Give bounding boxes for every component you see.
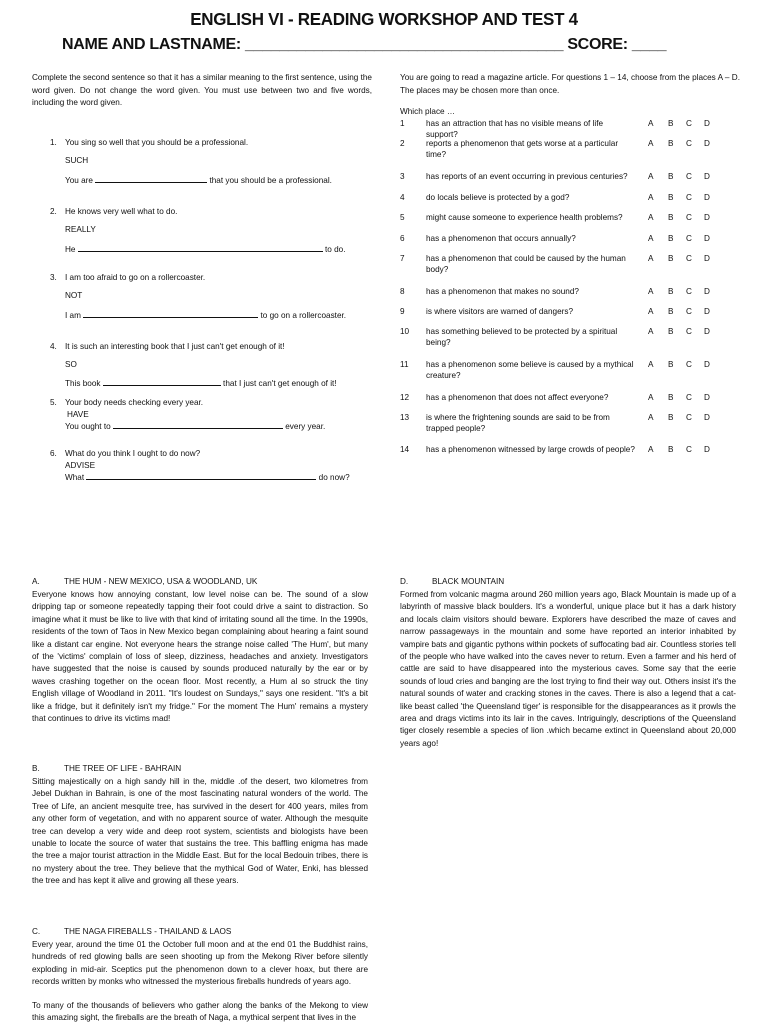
question-text: has reports of an event occurring in previous centuries? xyxy=(426,172,628,181)
section-d-body: Formed from volcanic magma around 260 million years ago, Black Mountain is made up of a labyrinth of massive black boulders. It's a wonderful, unique place but it has a dark history and locals claim visitors should beware. Explorers have described the maze of caves and narrow passageways in the mountain and some have reported an interior inhabited by vampire bats and gigantic pythons within pockets of suffocating bad air. Countless stories tell of the people who have walked into the caves never to return. Even a farmer and his herd of cattle are said to have disappeared into the mysterious caves. Some say that the eerie sounds of loud cries and banging are the lost trying to find their way out. Others insist it's the natural sounds of water and cracking stones in the caves. There is also a legend that a cat-like beast called 'the Queensland tiger' is responsible for the disappearances as it prowls the area and drags victims into its lair in the caves. Intriguingly, descriptions of the Queensland tiger closely resemble a species of lion .which became extinct in Queensland about 20,000 years ago! xyxy=(400,590,736,748)
question-text: has a phenomenon that makes no sound? xyxy=(426,287,579,296)
option-b[interactable]: B xyxy=(668,119,674,128)
question-number: 2 xyxy=(400,139,405,148)
question-row xyxy=(400,306,720,326)
option-a[interactable]: A xyxy=(648,234,654,243)
option-a[interactable]: A xyxy=(648,139,654,148)
question-text: might cause someone to experience health problems? xyxy=(426,213,623,222)
option-a[interactable]: A xyxy=(648,327,654,336)
question-text: reports a phenomenon that gets worse at a particular time? xyxy=(426,139,619,159)
option-d[interactable]: D xyxy=(704,172,710,181)
option-c[interactable]: C xyxy=(686,307,692,316)
question-row xyxy=(400,212,720,232)
option-d[interactable]: D xyxy=(704,307,710,316)
question-number: 7 xyxy=(400,254,405,263)
question-number: 11 xyxy=(400,360,409,369)
answer-row xyxy=(65,378,337,389)
question-number: 8 xyxy=(400,287,405,296)
option-a[interactable]: A xyxy=(648,307,654,316)
option-d[interactable]: D xyxy=(704,139,710,148)
option-c[interactable]: C xyxy=(686,172,692,181)
section-b-letter: B. xyxy=(32,764,40,773)
keyword: REALLY xyxy=(65,225,96,234)
option-c[interactable]: C xyxy=(686,254,692,263)
answer-row xyxy=(65,244,346,255)
question-text: has a phenomenon witnessed by large crowds of people? xyxy=(426,445,635,454)
option-a[interactable]: A xyxy=(648,413,654,422)
question-row xyxy=(400,233,720,253)
question-number: 14 xyxy=(400,445,410,454)
option-c[interactable]: C xyxy=(686,287,692,296)
answer-row xyxy=(65,175,332,186)
keyword: ADVISE xyxy=(65,461,96,470)
question-text: is where the frightening sounds are said to be from trapped people? xyxy=(426,413,610,433)
reading-instructions: You are going to read a magazine article. For questions 1 – 14, choose from the places A – D. The places may be chosen more than once. xyxy=(400,73,740,95)
option-d[interactable]: D xyxy=(704,193,710,202)
answer-row xyxy=(65,472,350,483)
question-row xyxy=(400,118,720,138)
question-number: 10 xyxy=(400,327,410,336)
option-b[interactable]: B xyxy=(668,172,674,181)
option-a[interactable]: A xyxy=(648,254,654,263)
option-b[interactable]: B xyxy=(668,213,674,222)
option-b[interactable]: B xyxy=(668,254,674,263)
option-b[interactable]: B xyxy=(668,139,674,148)
option-a[interactable]: A xyxy=(648,287,654,296)
option-b[interactable]: B xyxy=(668,360,674,369)
option-b[interactable]: B xyxy=(668,193,674,202)
option-c[interactable]: C xyxy=(686,193,692,202)
question-text: has an attraction that has no visible means of life support? xyxy=(426,119,604,139)
option-b[interactable]: B xyxy=(668,287,674,296)
keyword: HAVE xyxy=(67,410,89,419)
original-sentence: You sing so well that you should be a professional. xyxy=(65,138,249,147)
answer-start: I am xyxy=(65,311,84,320)
option-d[interactable]: D xyxy=(704,327,710,336)
original-sentence: It is such an interesting book that I just can't get enough of it! xyxy=(65,342,285,351)
question-text: has a phenomenon that occurs annually? xyxy=(426,234,576,243)
option-d[interactable]: D xyxy=(704,445,710,454)
answer-end: every year. xyxy=(282,422,326,431)
option-d[interactable]: D xyxy=(704,234,710,243)
answer-end: that I just can't get enough of it! xyxy=(220,379,337,388)
option-c[interactable]: C xyxy=(686,213,692,222)
option-c[interactable]: C xyxy=(686,445,692,454)
question-text: has a phenomenon that does not affect everyone? xyxy=(426,393,609,402)
section-c-letter: C. xyxy=(32,927,41,936)
question-row xyxy=(400,192,720,212)
question-text: do locals believe is protected by a god? xyxy=(426,193,570,202)
option-b[interactable]: B xyxy=(668,327,674,336)
section-a-title: THE HUM - NEW MEXICO, USA & WOODLAND, UK xyxy=(64,577,258,586)
answer-start: He xyxy=(65,245,78,254)
option-c[interactable]: C xyxy=(686,413,692,422)
answer-row xyxy=(65,310,346,321)
answer-blank[interactable] xyxy=(86,472,316,480)
question-number: 5 xyxy=(400,213,405,222)
answer-blank[interactable] xyxy=(95,175,207,183)
option-d[interactable]: D xyxy=(704,254,710,263)
option-d[interactable]: D xyxy=(704,413,710,422)
original-sentence: He knows very well what to do. xyxy=(65,207,178,216)
option-d[interactable]: D xyxy=(704,213,710,222)
option-c[interactable]: C xyxy=(686,360,692,369)
keyword: SO xyxy=(65,360,77,369)
option-c[interactable]: C xyxy=(686,119,692,128)
item-number: 3. xyxy=(50,273,57,282)
option-d[interactable]: D xyxy=(704,393,710,402)
item-number: 1. xyxy=(50,138,57,147)
question-row xyxy=(400,171,720,191)
answer-blank[interactable] xyxy=(103,378,221,386)
option-d[interactable]: D xyxy=(704,360,710,369)
section-b-title: THE TREE OF LIFE - BAHRAIN xyxy=(64,764,182,773)
answer-start: You are xyxy=(65,176,96,185)
option-a[interactable]: A xyxy=(648,360,654,369)
original-sentence: I am too afraid to go on a rollercoaster. xyxy=(65,273,206,282)
option-b[interactable]: B xyxy=(668,413,674,422)
question-row xyxy=(400,286,720,306)
option-a[interactable]: A xyxy=(648,172,654,181)
option-d[interactable]: D xyxy=(704,287,710,296)
keyword: NOT xyxy=(65,291,83,300)
question-row xyxy=(400,392,720,412)
answer-end: that you should be a professional. xyxy=(207,176,332,185)
option-a[interactable]: A xyxy=(648,393,654,402)
which-place-label: Which place … xyxy=(400,107,456,116)
option-a[interactable]: A xyxy=(648,213,654,222)
question-text: has a phenomenon some believe is caused by a mythical creature? xyxy=(426,360,634,380)
question-row xyxy=(400,326,720,346)
question-row xyxy=(400,359,720,379)
original-sentence: Your body needs checking every year. xyxy=(65,398,204,407)
section-b-body: Sitting majestically on a high sandy hill in the, middle .of the desert, two kilometres from Jebel Dukhan in Bahrain, is one of the most fascinating natural wonders of the world. The Tree of Life, an ancient mesquite tree, has survived in the desert for 400 years, miles from any other form of vegetation, and with no apparent source of water. Although the mesquite tree can develop a very wide and deep root system, scientists and biologists have been unable to locate the source of water that sustains the tree. This baffling enigma has made the tree a major tourist attraction in the Middle East. But for the local Bedouin tribes, there is no mystery about the tree. They believe that the mythical God of Water, Enki, has blessed the tree and has kept it alive and growing all these years. xyxy=(32,777,368,886)
section-c-body-continued: To many of the thousands of believers who gather along the banks of the Mekong to view this amazing sight, the fireballs are the breath of Naga, a mythical serpent that lives in the xyxy=(32,1001,368,1023)
answer-end: to go on a rollercoaster. xyxy=(258,311,347,320)
answer-end: to do. xyxy=(322,245,346,254)
question-number: 1 xyxy=(400,119,405,128)
answer-start: You ought to xyxy=(65,422,113,431)
option-b[interactable]: B xyxy=(668,445,674,454)
answer-start: This book xyxy=(65,379,103,388)
question-row xyxy=(400,444,720,464)
option-a[interactable]: A xyxy=(648,119,654,128)
item-number: 4. xyxy=(50,342,57,351)
name-score-line: NAME AND LASTNAME: _____________________________________ SCORE: ____ xyxy=(62,36,667,53)
item-number: 6. xyxy=(50,449,57,458)
section-a-letter: A. xyxy=(32,577,40,586)
option-c[interactable]: C xyxy=(686,393,692,402)
transformation-instructions: Complete the second sentence so that it has a similar meaning to the first sentence, using the word given. Do not change the word given. You must use between two and five words, including the word given. xyxy=(32,73,372,107)
section-d-title: BLACK MOUNTAIN xyxy=(432,577,505,586)
section-a-body: Everyone knows how annoying constant, low level noise can be. The sound of a slow dripping tap or someone repeatedly tapping their foot could drive a saint to distraction. So imagine what it must be like to live with that kind of irritating sound all the time. In the 1990s, residents of the town of Taos in New Mexico began complaining about hearing a faint sound like a distant car engine. Not everyone hears the strange noise called 'The Hum', but many of the 'victims' complain of loss of sleep, dizziness, headaches and anxiety. Investigators have suggested that the noise is caused by sounds produced naturally by the ear or by waves crashing together on the ocean floor. Most recently, a Hum al so struck the tiny English village of Woodland in 2011. "It's loudest on Sundays," says one resident. "It's a bit like a fridge, but it definitely isn't my fridge." For the moment The Hum' remains a mystery that continues to drive its victims mad! xyxy=(32,590,368,724)
option-b[interactable]: B xyxy=(668,307,674,316)
question-row xyxy=(400,138,720,158)
option-a[interactable]: A xyxy=(648,445,654,454)
section-c-body: Every year, around the time 01 the October full moon and at the end 01 the Buddhist rains, hundreds of red glowing balls are seen shooting up from the Mekong River before silently exploding in mid-air. Sceptics put the phenomenon down to a clever hoax, but there are records written by monks who witnessed the mysterious fireballs hundreds of years ago. xyxy=(32,940,368,987)
option-c[interactable]: C xyxy=(686,327,692,336)
answer-blank[interactable] xyxy=(78,244,323,252)
question-number: 3 xyxy=(400,172,405,181)
question-number: 4 xyxy=(400,193,405,202)
question-row xyxy=(400,253,720,273)
item-number: 2. xyxy=(50,207,57,216)
original-sentence: What do you think I ought to do now? xyxy=(65,449,201,458)
question-text: is where visitors are warned of dangers? xyxy=(426,307,573,316)
answer-end: do now? xyxy=(316,473,350,482)
option-d[interactable]: D xyxy=(704,119,710,128)
option-c[interactable]: C xyxy=(686,234,692,243)
question-number: 12 xyxy=(400,393,410,402)
answer-blank[interactable] xyxy=(113,421,283,429)
question-text: has a phenomenon that could be caused by the human body? xyxy=(426,254,626,274)
option-a[interactable]: A xyxy=(648,193,654,202)
answer-start: What xyxy=(65,473,87,482)
question-number: 13 xyxy=(400,413,410,422)
question-text: has something believed to be protected by a spiritual being? xyxy=(426,327,618,347)
option-b[interactable]: B xyxy=(668,393,674,402)
page-title: ENGLISH VI - READING WORKSHOP AND TEST 4 xyxy=(190,9,578,30)
answer-blank[interactable] xyxy=(83,310,258,318)
section-c-title: THE NAGA FIREBALLS - THAILAND & LAOS xyxy=(64,927,232,936)
question-number: 6 xyxy=(400,234,405,243)
section-d-letter: D. xyxy=(400,577,409,586)
answer-row xyxy=(65,421,325,432)
question-row xyxy=(400,412,720,432)
question-number: 9 xyxy=(400,307,405,316)
option-b[interactable]: B xyxy=(668,234,674,243)
option-c[interactable]: C xyxy=(686,139,692,148)
keyword: SUCH xyxy=(65,156,89,165)
item-number: 5. xyxy=(50,398,57,407)
